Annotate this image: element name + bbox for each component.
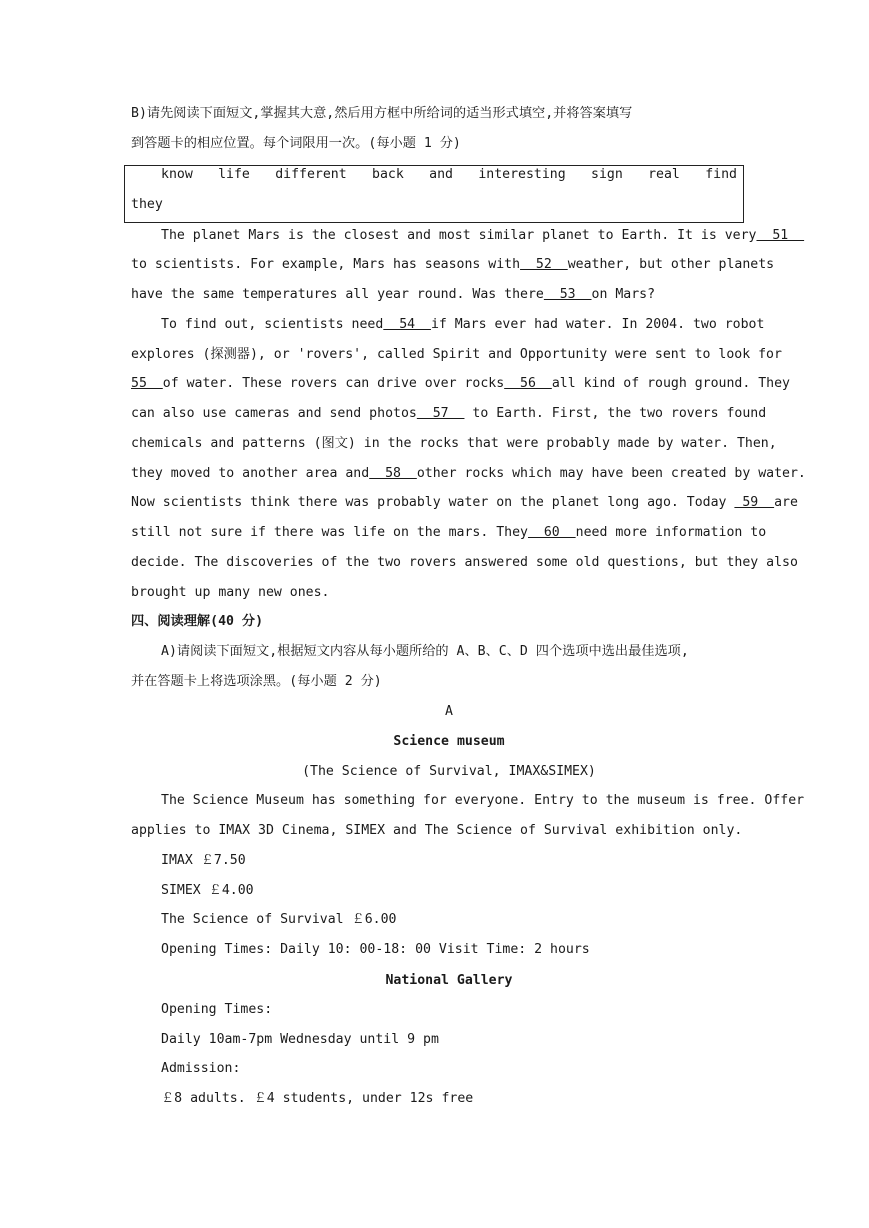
answer-blank-52[interactable]: 52 xyxy=(520,257,568,272)
answer-blank-60[interactable]: 60 xyxy=(527,525,576,540)
price-survival: The Science of Survival ￡6.00 xyxy=(161,912,397,927)
passage-line: have the same temperatures all year round. Was there 53 on Mars? xyxy=(131,287,656,302)
answer-blank-55[interactable]: 55 xyxy=(131,376,163,391)
word-bank-item: and xyxy=(429,167,453,182)
word-bank-item: know xyxy=(161,167,193,182)
passage-line: brought up many new ones. xyxy=(131,585,330,600)
word-bank-item: they xyxy=(131,197,163,212)
article-subtitle: (The Science of Survival, IMAX&SIMEX) xyxy=(302,764,596,779)
word-bank-item: life xyxy=(218,167,250,182)
answer-blank-51[interactable]: 51 xyxy=(756,228,805,243)
passage-line: to scientists. For example, Mars has seasons with 52 weather, but other planets xyxy=(131,257,775,272)
price-imax: IMAX ￡7.50 xyxy=(161,853,246,868)
word-bank-item: interesting xyxy=(478,167,566,182)
article-paragraph: The Science Museum has something for everyone. Entry to the museum is free. Offer xyxy=(161,793,805,808)
answer-blank-53[interactable]: 53 xyxy=(543,287,592,302)
answer-blank-54[interactable]: 54 xyxy=(383,317,431,332)
word-bank-item: different xyxy=(275,167,347,182)
section-b-instruction-cont: 到答题卡的相应位置。每个词限用一次。(每小题 1 分) xyxy=(131,136,461,151)
price-simex: SIMEX ￡4.00 xyxy=(161,883,254,898)
passage-line: To find out, scientists need 54 if Mars ever had water. In 2004. two robot xyxy=(161,317,765,332)
article-title: Science museum xyxy=(393,734,505,749)
section-heading: 四、阅读理解(40 分) xyxy=(131,614,264,629)
opening-times: Opening Times: Daily 10: 00-18: 00 Visit Time: 2 hours xyxy=(161,942,590,957)
passage-line: The planet Mars is the closest and most similar planet to Earth. It is very 51 xyxy=(161,228,805,243)
word-bank-item: sign xyxy=(591,167,623,182)
passage-line: explores (探测器), or 'rovers', called Spirit and Opportunity were sent to look for xyxy=(131,347,782,362)
answer-blank-59[interactable]: 59 xyxy=(734,495,775,510)
article-paragraph-cont: applies to IMAX 3D Cinema, SIMEX and The Science of Survival exhibition only. xyxy=(131,823,743,838)
answer-blank-58[interactable]: 58 xyxy=(369,466,417,481)
answer-blank-56[interactable]: 56 xyxy=(504,376,552,391)
word-bank-item: find xyxy=(705,167,737,182)
word-bank-item: real xyxy=(648,167,680,182)
gallery-title: National Gallery xyxy=(385,973,513,988)
passage-line: can also use cameras and send photos 57 to Earth. First, the two rovers found xyxy=(131,406,767,421)
word-bank-item: back xyxy=(372,167,404,182)
passage-line: decide. The discoveries of the two rovers answered some old questions, but they also xyxy=(131,555,798,570)
article-label: A xyxy=(445,704,453,719)
section-4-instruction-cont: 并在答题卡上将选项涂黑。(每小题 2 分) xyxy=(131,674,382,689)
section-4-instruction: A)请阅读下面短文,根据短文内容从每小题所给的 A、B、C、D 四个选项中选出最佳选项, xyxy=(161,644,689,659)
passage-line: Now scientists think there was probably water on the planet long ago. Today 59 are xyxy=(131,495,798,510)
passage-line: chemicals and patterns (图文) in the rocks that were probably made by water. Then, xyxy=(131,436,777,451)
gallery-admission-value: ￡8 adults. ￡4 students, under 12s free xyxy=(161,1091,474,1106)
gallery-opening-label: Opening Times: xyxy=(161,1002,273,1017)
passage-line: still not sure if there was life on the mars. They 60 need more information to xyxy=(131,525,767,540)
gallery-opening-value: Daily 10am-7pm Wednesday until 9 pm xyxy=(161,1032,439,1047)
section-b-instruction xyxy=(131,105,737,123)
answer-blank-57[interactable]: 57 xyxy=(416,406,465,421)
instruction-text: B)请先阅读下面短文,掌握其大意,然后用方框中所给词的适当形式填空,并将答案填写 xyxy=(131,106,633,121)
gallery-admission-label: Admission: xyxy=(161,1061,241,1076)
word-bank-row-2 xyxy=(131,196,163,214)
word-bank-row xyxy=(161,166,737,184)
passage-line: they moved to another area and 58 other rocks which may have been created by water. xyxy=(131,466,806,481)
passage-line: 55 of water. These rovers can drive over rocks 56 all kind of rough ground. They xyxy=(131,376,790,391)
